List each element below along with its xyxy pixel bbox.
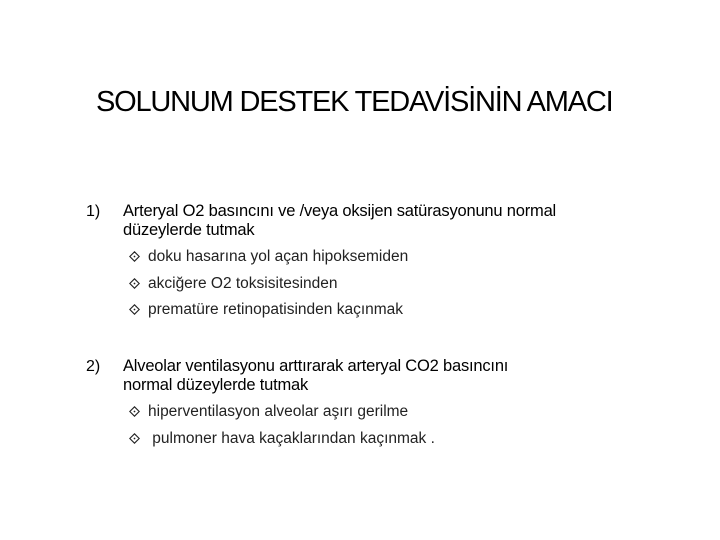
sub-list	[129, 244, 663, 324]
sub-list-item	[129, 271, 663, 298]
item-main-text	[123, 357, 663, 395]
item-body	[123, 357, 663, 452]
item-main-line: normal düzeylerde tutmak	[123, 376, 309, 394]
diamond-outline-icon	[129, 406, 140, 417]
sub-list	[129, 399, 663, 452]
item-main-line: Alveolar ventilasyonu arttırarak arteryal CO2 basıncını	[123, 357, 509, 375]
diamond-outline-icon	[129, 278, 140, 289]
sub-item-text: prematüre retinopatisinden kaçınmak	[148, 301, 404, 318]
sub-list-item	[129, 426, 663, 453]
sub-item-text: doku hasarına yol açan hipoksemiden	[148, 248, 409, 265]
item-main-line: Arteryal O2 basıncını ve /veya oksijen satürasyonunu normal	[123, 202, 557, 220]
item-number: 2)	[86, 358, 101, 375]
sub-list-item	[129, 399, 663, 426]
slide-title: SOLUNUM DESTEK TEDAVİSİNİN AMACI	[96, 86, 613, 118]
diamond-outline-icon	[129, 304, 140, 315]
item-number: 1)	[86, 203, 101, 220]
diamond-outline-icon	[129, 251, 140, 262]
item-main-line: düzeylerde tutmak	[123, 221, 255, 239]
sub-item-text: akciğere O2 toksisitesinden	[148, 274, 338, 292]
sub-list-item	[129, 244, 663, 271]
sub-list-item	[129, 297, 663, 324]
diamond-outline-icon	[129, 433, 140, 444]
sub-item-text: hiperventilasyon alveolar aşırı gerilme	[148, 403, 409, 420]
item-body	[123, 202, 663, 324]
sub-item-text: pulmoner hava kaçaklarından kaçınmak .	[148, 429, 435, 447]
item-main-text	[123, 202, 663, 240]
